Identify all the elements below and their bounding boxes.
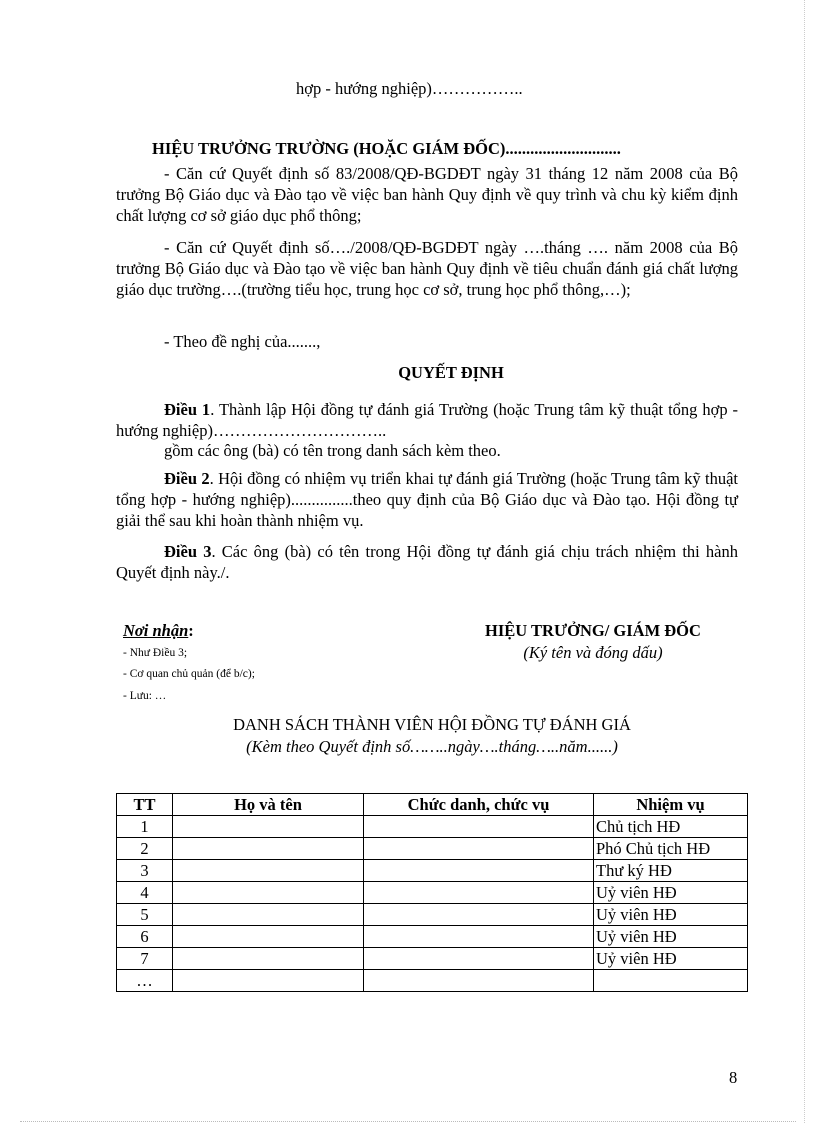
list-subtitle: (Kèm theo Quyết định số……..ngày….tháng…..năm......) bbox=[246, 737, 618, 756]
signature-title: HIỆU TRƯỞNG/ GIÁM ĐỐC bbox=[485, 621, 701, 640]
members-table bbox=[116, 793, 748, 992]
page-number: 8 bbox=[729, 1068, 738, 1087]
cell-duty: Chủ tịch HĐ bbox=[594, 816, 748, 838]
cell-duty: Phó Chủ tịch HĐ bbox=[594, 838, 748, 860]
cell-duty: Uỷ viên HĐ bbox=[594, 926, 748, 948]
cell-name bbox=[173, 882, 364, 904]
recipient-item: - Như Điều 3; bbox=[123, 647, 188, 659]
cell-tt: 6 bbox=[117, 926, 173, 948]
cell-tt: 4 bbox=[117, 882, 173, 904]
decision-title: QUYẾT ĐỊNH bbox=[398, 363, 504, 382]
article-2 bbox=[116, 468, 738, 531]
list-title: DANH SÁCH THÀNH VIÊN HỘI ĐỒNG TỰ ĐÁNH GIÁ bbox=[233, 715, 631, 734]
header-tt: TT bbox=[117, 794, 173, 816]
cell-position bbox=[364, 904, 594, 926]
cell-tt: 5 bbox=[117, 904, 173, 926]
signature-note: (Ký tên và đóng dấu) bbox=[523, 643, 663, 662]
table-header-row bbox=[117, 794, 748, 816]
cell-position bbox=[364, 838, 594, 860]
authority-heading: HIỆU TRƯỞNG TRƯỜNG (HOẶC GIÁM ĐỐC)............................ bbox=[152, 139, 621, 158]
table-row bbox=[117, 904, 748, 926]
cell-position bbox=[364, 882, 594, 904]
cell-tt: … bbox=[117, 970, 173, 992]
cell-duty: Uỷ viên HĐ bbox=[594, 882, 748, 904]
table-row bbox=[117, 970, 748, 992]
cell-name bbox=[173, 970, 364, 992]
article-1-text: . Thành lập Hội đồng tự đánh giá Trường (hoặc Trung tâm kỹ thuật tổng hợp - hướng nghiệp)………………………….. bbox=[116, 400, 738, 440]
cell-tt: 1 bbox=[117, 816, 173, 838]
cell-duty: Uỷ viên HĐ bbox=[594, 904, 748, 926]
basis-1: - Căn cứ Quyết định số 83/2008/QĐ-BGDĐT ngày 31 tháng 12 năm 2008 của Bộ trưởng Bộ Giáo dục và Đào tạo về việc ban hành Quy định về quy trình và chu kỳ kiểm định chất lượng cơ sở giáo dục phổ thông; bbox=[116, 164, 738, 225]
top-line: hợp - hướng nghiệp)…………….. bbox=[296, 79, 523, 98]
cell-duty bbox=[594, 970, 748, 992]
article-1 bbox=[116, 399, 738, 441]
article-2-text: . Hội đồng có nhiệm vụ triển khai tự đánh giá Trường (hoặc Trung tâm kỹ thuật tổng hợp - hướng nghiệp)...............theo quy định của Bộ Giáo dục và Đào tạo. Hội đồng tự giải thể sau khi hoàn thành nhiệm vụ. bbox=[116, 469, 739, 530]
cell-name bbox=[173, 904, 364, 926]
basis-3: - Theo đề nghị của......., bbox=[164, 332, 321, 351]
cell-name bbox=[173, 838, 364, 860]
table-row bbox=[117, 926, 748, 948]
cell-duty: Uỷ viên HĐ bbox=[594, 948, 748, 970]
cell-position bbox=[364, 816, 594, 838]
cell-position bbox=[364, 970, 594, 992]
basis-2: - Căn cứ Quyết định số…./2008/QĐ-BGDĐT ngày ….tháng …. năm 2008 của Bộ trưởng Bộ Giáo dục và Đào tạo về việc ban hành Quy định về tiêu chuẩn đánh giá chất lượng giáo dục trường….(trường tiểu học, trung học cơ sở, trung học phổ thông,…); bbox=[116, 238, 738, 299]
header-position: Chức danh, chức vụ bbox=[364, 794, 594, 816]
cell-name bbox=[173, 816, 364, 838]
cell-position bbox=[364, 860, 594, 882]
table-row bbox=[117, 948, 748, 970]
page-right-edge bbox=[804, 0, 805, 1123]
article-3-text: . Các ông (bà) có tên trong Hội đồng tự đánh giá chịu trách nhiệm thi hành Quyết định này./. bbox=[116, 542, 739, 582]
cell-tt: 7 bbox=[117, 948, 173, 970]
cell-duty: Thư ký HĐ bbox=[594, 860, 748, 882]
recipients-label: Nơi nhận: bbox=[123, 621, 194, 640]
article-3 bbox=[116, 541, 738, 583]
table-row bbox=[117, 838, 748, 860]
article-3-label: Điều 3 bbox=[164, 542, 212, 561]
cell-tt: 2 bbox=[117, 838, 173, 860]
cell-name bbox=[173, 948, 364, 970]
article-1-continuation: gồm các ông (bà) có tên trong danh sách kèm theo. bbox=[164, 441, 501, 460]
cell-position bbox=[364, 926, 594, 948]
table-row bbox=[117, 816, 748, 838]
header-name: Họ và tên bbox=[173, 794, 364, 816]
cell-tt: 3 bbox=[117, 860, 173, 882]
table-row bbox=[117, 882, 748, 904]
header-duty: Nhiệm vụ bbox=[594, 794, 748, 816]
article-1-label: Điều 1 bbox=[164, 400, 211, 419]
recipient-item: - Cơ quan chủ quản (để b/c); bbox=[123, 668, 255, 680]
page-bottom-divider bbox=[20, 1121, 796, 1122]
recipient-item: - Lưu: … bbox=[123, 690, 167, 702]
cell-name bbox=[173, 860, 364, 882]
table-row bbox=[117, 860, 748, 882]
article-2-label: Điều 2 bbox=[164, 469, 210, 488]
cell-name bbox=[173, 926, 364, 948]
cell-position bbox=[364, 948, 594, 970]
